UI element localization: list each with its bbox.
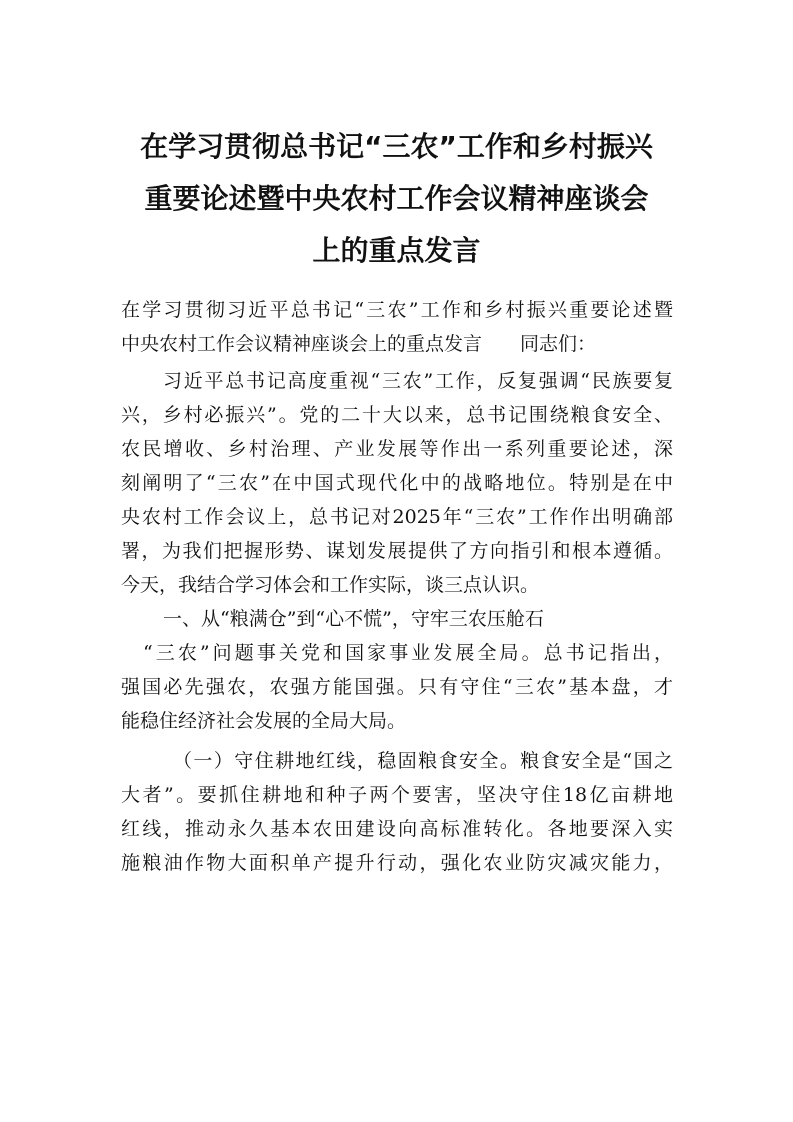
text-line: 强国必先强农，农强方能国强。只有守住“三农”基本盘，才 <box>121 676 673 698</box>
text-line: 今天，我结合学习体会和工作实际，谈三点认识。 <box>121 574 540 596</box>
paragraph-subsection-1 <box>121 744 673 880</box>
text-line: 在学习贯彻习近平总书记“三农”工作和乡村振兴重要论述暨 <box>121 299 673 321</box>
title-line-3: 上的重点发言 <box>312 234 481 267</box>
paragraph-section-1 <box>121 636 673 738</box>
paragraph-heading-repeat <box>121 293 673 361</box>
text-line: 习近平总书记高度重视“三农”工作，反复强调“民族要复 <box>163 370 673 392</box>
text-line: 中央农村工作会议精神座谈会上的重点发言 同志们： <box>121 333 597 355</box>
text-line: 施粮油作物大面积单产提升行动，强化农业防灾减灾能力， <box>121 852 673 874</box>
text-line: 能稳住经济社会发展的全局大局。 <box>121 710 407 732</box>
text-line: 署，为我们把握形势、谋划发展提供了方向指引和根本遵循。 <box>121 540 673 562</box>
text-line: 刻阐明了“三农”在中国式现代化中的战略地位。特别是在中 <box>121 472 673 494</box>
title-line-1: 在学习贯彻总书记“三农”工作和乡村振兴 <box>140 130 653 163</box>
text-line: （一）守住耕地红线，稳固粮食安全。粮食安全是“国之 <box>173 750 673 772</box>
text-line: 红线，推动永久基本农田建设向高标准转化。各地要深入实 <box>121 818 673 840</box>
text-line: 一、从“粮满仓”到“心不慌”，守牢三农压舱石 <box>163 608 544 630</box>
section-heading-1 <box>121 602 673 636</box>
paragraph-intro <box>121 364 673 602</box>
text-line: 央农村工作会议上，总书记对2025年“三农”工作作出明确部 <box>121 506 673 528</box>
document-title <box>110 121 683 277</box>
text-line: 大者”。要抓住耕地和种子两个要害，坚决守住18亿亩耕地 <box>121 784 673 806</box>
text-line: 兴，乡村必振兴”。党的二十大以来，总书记围绕粮食安全、 <box>121 404 673 426</box>
document-body <box>121 293 673 880</box>
text-line: 农民增收、乡村治理、产业发展等作出一系列重要论述，深 <box>121 438 673 460</box>
title-line-2: 重要论述暨中央农村工作会议精神座谈会 <box>144 182 649 215</box>
text-line: “三农”问题事关党和国家事业发展全局。总书记指出， <box>143 642 673 664</box>
